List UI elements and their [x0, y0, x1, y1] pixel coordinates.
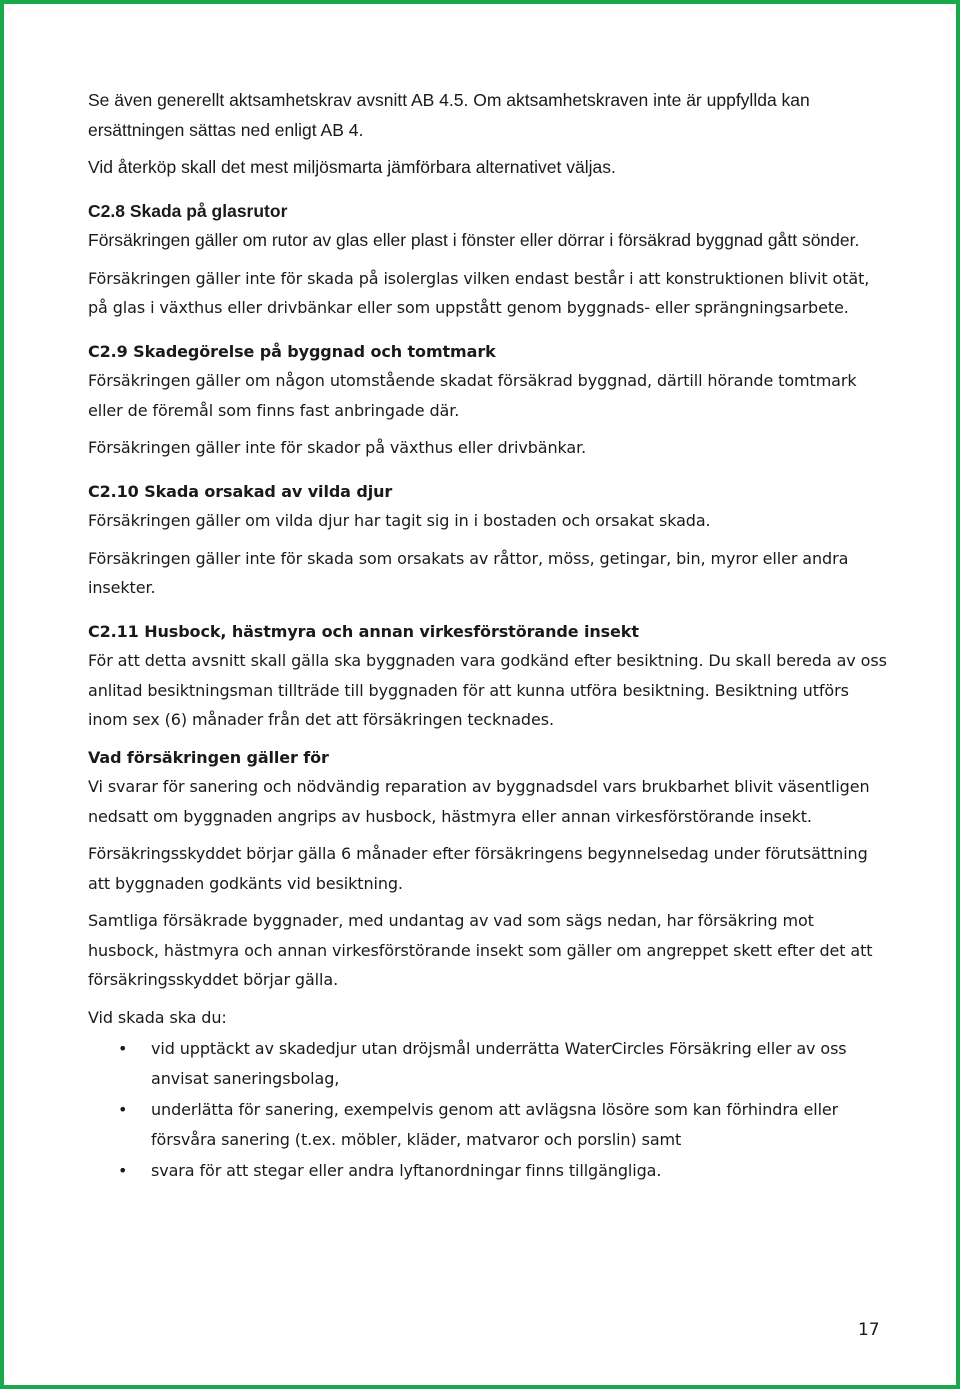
c2-11-paragraph-2: Vi svarar för sanering och nödvändig reparation av byggnadsdel vars brukbarhet blivit väsentligen nedsatt om byggnaden angrips av husbock, hästmyra eller annan virkesförstörande insekt.: [88, 777, 870, 826]
c2-11-paragraph-5: Vid skada ska du:: [88, 1007, 227, 1027]
list-item-text: svara för att stegar eller andra lyftanordningar finns tillgängliga.: [151, 1161, 662, 1180]
intro-paragraph-1: Se även generellt aktsamhetskrav avsnitt AB 4.5. Om aktsamhetskraven inte är uppfyllda kan ersättningen sättas ned enligt AB 4.: [88, 90, 810, 140]
bullet-icon: •: [118, 1100, 128, 1119]
list-item: [88, 1095, 888, 1154]
document-body: [88, 86, 888, 1188]
intro-paragraph-2: Vid återköp skall det mest miljösmarta jämförbara alternativet väljas.: [88, 157, 616, 177]
damage-instructions-list: [88, 1034, 888, 1186]
c2-10-paragraph-2: Försäkringen gäller inte för skada som orsakats av råttor, möss, getingar, bin, myror eller andra insekter.: [88, 548, 849, 597]
list-item: [88, 1156, 888, 1186]
page-number: 17: [858, 1320, 880, 1340]
c2-11-paragraph-4: Samtliga försäkrade byggnader, med undantag av vad som sägs nedan, har försäkring mot husbock, hästmyra och annan virkesförstörande insekt som gäller om angreppet skett efter det att försäkringsskyddet börjar gälla.: [88, 911, 873, 989]
c2-11-paragraph-1: För att detta avsnitt skall gälla ska byggnaden vara godkänd efter besiktning. Du skall bereda av oss anlitad besiktningsman tillträde till byggnaden för att kunna utföra besiktning. Besiktning utförs inom sex (6) månader från det att försäkringen tecknades.: [88, 651, 887, 729]
c2-9-paragraph-1: Försäkringen gäller om någon utomstående skadat försäkrad byggnad, därtill hörande tomtmark eller de föremål som finns fast anbringade där.: [88, 371, 857, 420]
section-heading-c2-8: C2.8 Skada på glasrutor: [88, 200, 288, 221]
c2-11-paragraph-3: Försäkringsskyddet börjar gälla 6 månader efter försäkringens begynnelsedag under förutsättning att byggnaden godkänts vid besiktning.: [88, 844, 868, 893]
section-heading-c2-10: C2.10 Skada orsakad av vilda djur: [88, 481, 393, 501]
c2-10-paragraph-1: Försäkringen gäller om vilda djur har tagit sig in i bostaden och orsakat skada.: [88, 511, 711, 530]
list-item-text: vid upptäckt av skadedjur utan dröjsmål underrätta WaterCircles Försäkring eller av oss anvisat saneringsbolag,: [151, 1039, 847, 1088]
list-item-text: underlätta för sanering, exempelvis genom att avlägsna lösöre som kan förhindra eller försvåra sanering (t.ex. möbler, kläder, matvaror och porslin) samt: [151, 1100, 839, 1149]
c2-8-paragraph-1: Försäkringen gäller om rutor av glas eller plast i fönster eller dörrar i försäkrad byggnad gått sönder.: [88, 230, 860, 250]
subheading-coverage: Vad försäkringen gäller för: [88, 747, 329, 767]
bullet-icon: •: [118, 1161, 128, 1180]
list-item: [88, 1034, 888, 1093]
c2-9-paragraph-2: Försäkringen gäller inte för skador på växthus eller drivbänkar.: [88, 438, 587, 457]
section-heading-c2-11: C2.11 Husbock, hästmyra och annan virkesförstörande insekt: [88, 621, 639, 641]
section-heading-c2-9: C2.9 Skadegörelse på byggnad och tomtmark: [88, 341, 496, 361]
bullet-icon: •: [118, 1039, 128, 1058]
c2-8-paragraph-2: Försäkringen gäller inte för skada på isolerglas vilken endast består i att konstruktionen blivit otät, på glas i växthus eller drivbänkar eller som uppstått genom byggnads- eller sprängningsarbete.: [88, 268, 870, 317]
